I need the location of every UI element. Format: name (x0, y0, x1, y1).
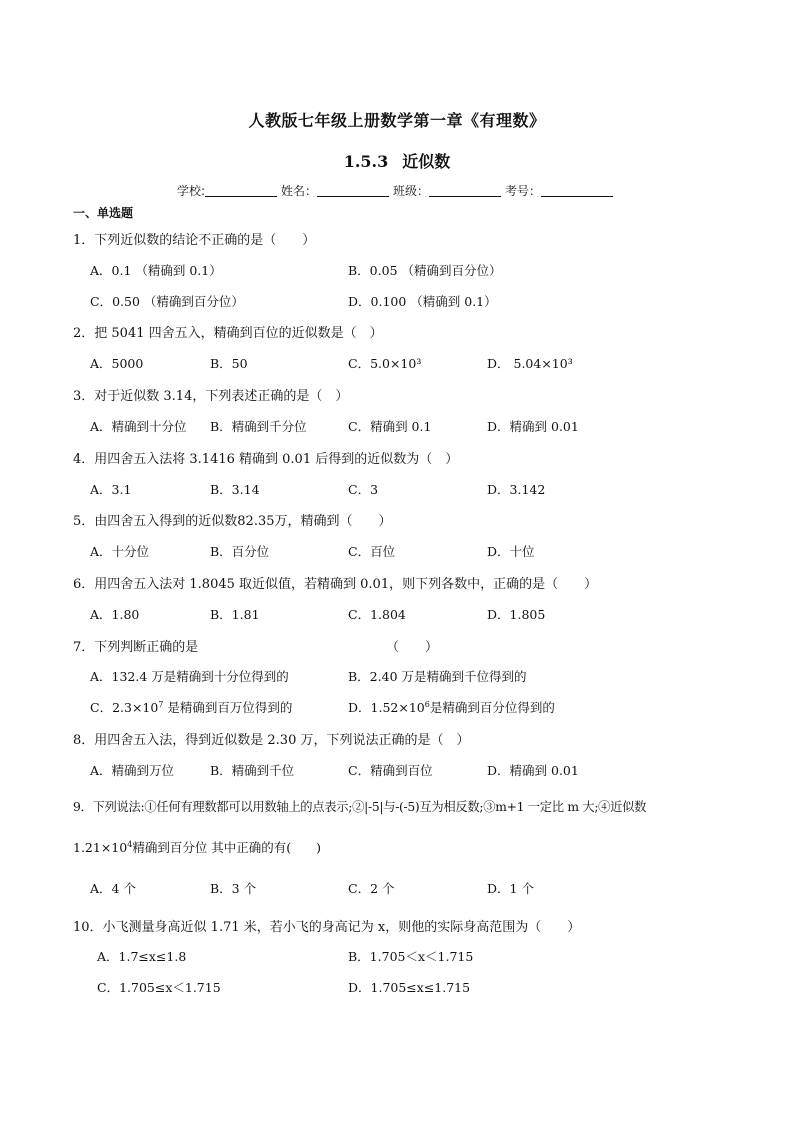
question-7-option-c-text: 是精确到百万位得到的 (163, 700, 293, 715)
question-7-option-a[interactable]: A．132.4 万是精确到十分位得到的 (90, 669, 289, 684)
exam-number-blank[interactable] (541, 184, 613, 197)
question-2-option-c[interactable]: C．5.0×10³ (348, 356, 422, 371)
question-5-option-b[interactable]: B．百分位 (210, 544, 270, 559)
section-title: 近似数 (402, 152, 451, 171)
question-3-option-a[interactable]: A．精确到十分位 (90, 419, 187, 434)
exam-number-label: 考号： (505, 184, 542, 198)
class-label: 班级： (393, 184, 430, 198)
question-9-stem-line-2 (73, 838, 321, 856)
class-blank[interactable] (429, 184, 501, 197)
question-10-option-b[interactable]: B．1.705＜x＜1.715 (348, 949, 474, 964)
question-9-stem-rest: 精确到百分位 其中正确的有( ) (132, 840, 322, 855)
question-9-stem: 9．下列说法:①任何有理数都可以用数轴上的点表示;②|-5|与-(-5)互为相反数;③m+1 一定比 m 大;④近似数 (73, 800, 647, 814)
question-7-option-c[interactable] (90, 698, 292, 716)
name-blank[interactable] (317, 184, 389, 197)
question-7-option-c-exponent: 7 (158, 700, 164, 709)
name-label: 姓名： (281, 184, 318, 198)
question-1-stem: 1．下列近似数的结论不正确的是（ ） (73, 233, 316, 248)
question-8-option-b[interactable]: B．精确到千位 (210, 763, 295, 778)
question-7-answer-paren: （ ） (386, 640, 439, 655)
question-6-stem: 6．用四舍五入法对 1.8045 取近似值，若精确到 0.01，则下列各数中，正确的是（ ） (73, 577, 598, 592)
question-3-option-d[interactable]: D．精确到 0.01 (487, 419, 579, 434)
question-3-stem: 3．对于近似数 3.14，下列表述正确的是（ ） (73, 389, 349, 404)
question-9-scientific-base: 1.21×10 (73, 840, 128, 855)
question-6-option-a[interactable]: A．1.80 (90, 607, 140, 622)
question-1-option-c[interactable]: C．0.50 （精确到百分位） (90, 294, 244, 309)
question-9-option-c[interactable]: C．2 个 (348, 881, 395, 896)
question-5-option-a[interactable]: A．十分位 (90, 544, 150, 559)
question-8-option-c[interactable]: C．精确到百位 (348, 763, 433, 778)
question-7-option-d-exponent: 6 (424, 700, 430, 709)
question-7-option-b[interactable]: B．2.40 万是精确到千位得到的 (348, 669, 527, 684)
page-subtitle (0, 149, 794, 172)
question-7-option-d[interactable] (348, 698, 555, 716)
question-10-option-a[interactable]: A．1.7≤x≤1.8 (97, 949, 187, 964)
question-5-option-d[interactable]: D．十位 (487, 544, 535, 559)
question-9-option-d[interactable]: D．1 个 (487, 881, 534, 896)
question-8-stem: 8．用四舍五入法，得到近似数是 2.30 万，下列说法正确的是（ ） (73, 733, 470, 748)
question-9-scientific-exponent: 4 (127, 840, 133, 849)
question-10-option-c[interactable]: C．1.705≤x＜1.715 (97, 980, 221, 995)
question-9-option-a[interactable]: A．4 个 (90, 881, 136, 896)
question-10-stem: 10．小飞测量身高近似 1.71 米，若小飞的身高记为 x，则他的实际身高范围为（ ） (73, 920, 581, 935)
question-6-option-c[interactable]: C．1.804 (348, 607, 406, 622)
question-2-option-b[interactable]: B．50 (210, 356, 248, 371)
student-info-line (0, 182, 794, 199)
question-2-stem: 2．把 5041 四舍五入，精确到百位的近似数是（ ） (73, 326, 383, 341)
question-4-option-c[interactable]: C．3 (348, 482, 379, 497)
question-7-option-c-base: C．2.3×10 (90, 700, 159, 715)
question-4-option-d[interactable]: D．3.142 (487, 482, 546, 497)
question-3-option-b[interactable]: B．精确到千分位 (210, 419, 307, 434)
question-2-option-d[interactable]: D． 5.04×10³ (487, 356, 573, 371)
school-label: 学校: (176, 184, 205, 198)
section-number: 1.5.3 (343, 152, 389, 171)
section-heading: 一、单选题 (73, 206, 134, 220)
page-title: 人教版七年级上册数学第一章《有理数》 (248, 111, 546, 130)
question-2-option-a[interactable]: A．5000 (90, 356, 144, 371)
question-10-option-d[interactable]: D．1.705≤x≤1.715 (348, 980, 471, 995)
question-8-option-a[interactable]: A．精确到万位 (90, 763, 175, 778)
question-5-option-c[interactable]: C．百位 (348, 544, 396, 559)
school-blank[interactable] (205, 184, 277, 197)
question-6-option-b[interactable]: B．1.81 (210, 607, 260, 622)
question-7-option-d-base: D．1.52×10 (348, 700, 425, 715)
question-4-option-a[interactable]: A．3.1 (90, 482, 132, 497)
question-9-option-b[interactable]: B．3 个 (210, 881, 257, 896)
question-6-option-d[interactable]: D．1.805 (487, 607, 546, 622)
question-7-option-d-text: 是精确到百分位得到的 (429, 700, 555, 715)
question-8-option-d[interactable]: D．精确到 0.01 (487, 763, 579, 778)
question-1-option-d[interactable]: D．0.100 （精确到 0.1） (348, 294, 497, 309)
question-4-option-b[interactable]: B．3.14 (210, 482, 260, 497)
question-5-stem: 5．由四舍五入得到的近似数82.35万，精确到（ ） (73, 514, 392, 529)
question-1-option-b[interactable]: B．0.05 （精确到百分位） (348, 263, 502, 278)
question-7-stem: 7．下列判断正确的是 (73, 640, 199, 655)
question-3-option-c[interactable]: C．精确到 0.1 (348, 419, 432, 434)
question-4-stem: 4．用四舍五入法将 3.1416 精确到 0.01 后得到的近似数为（ ） (73, 452, 459, 467)
question-1-option-a[interactable]: A．0.1 （精确到 0.1） (90, 263, 222, 278)
